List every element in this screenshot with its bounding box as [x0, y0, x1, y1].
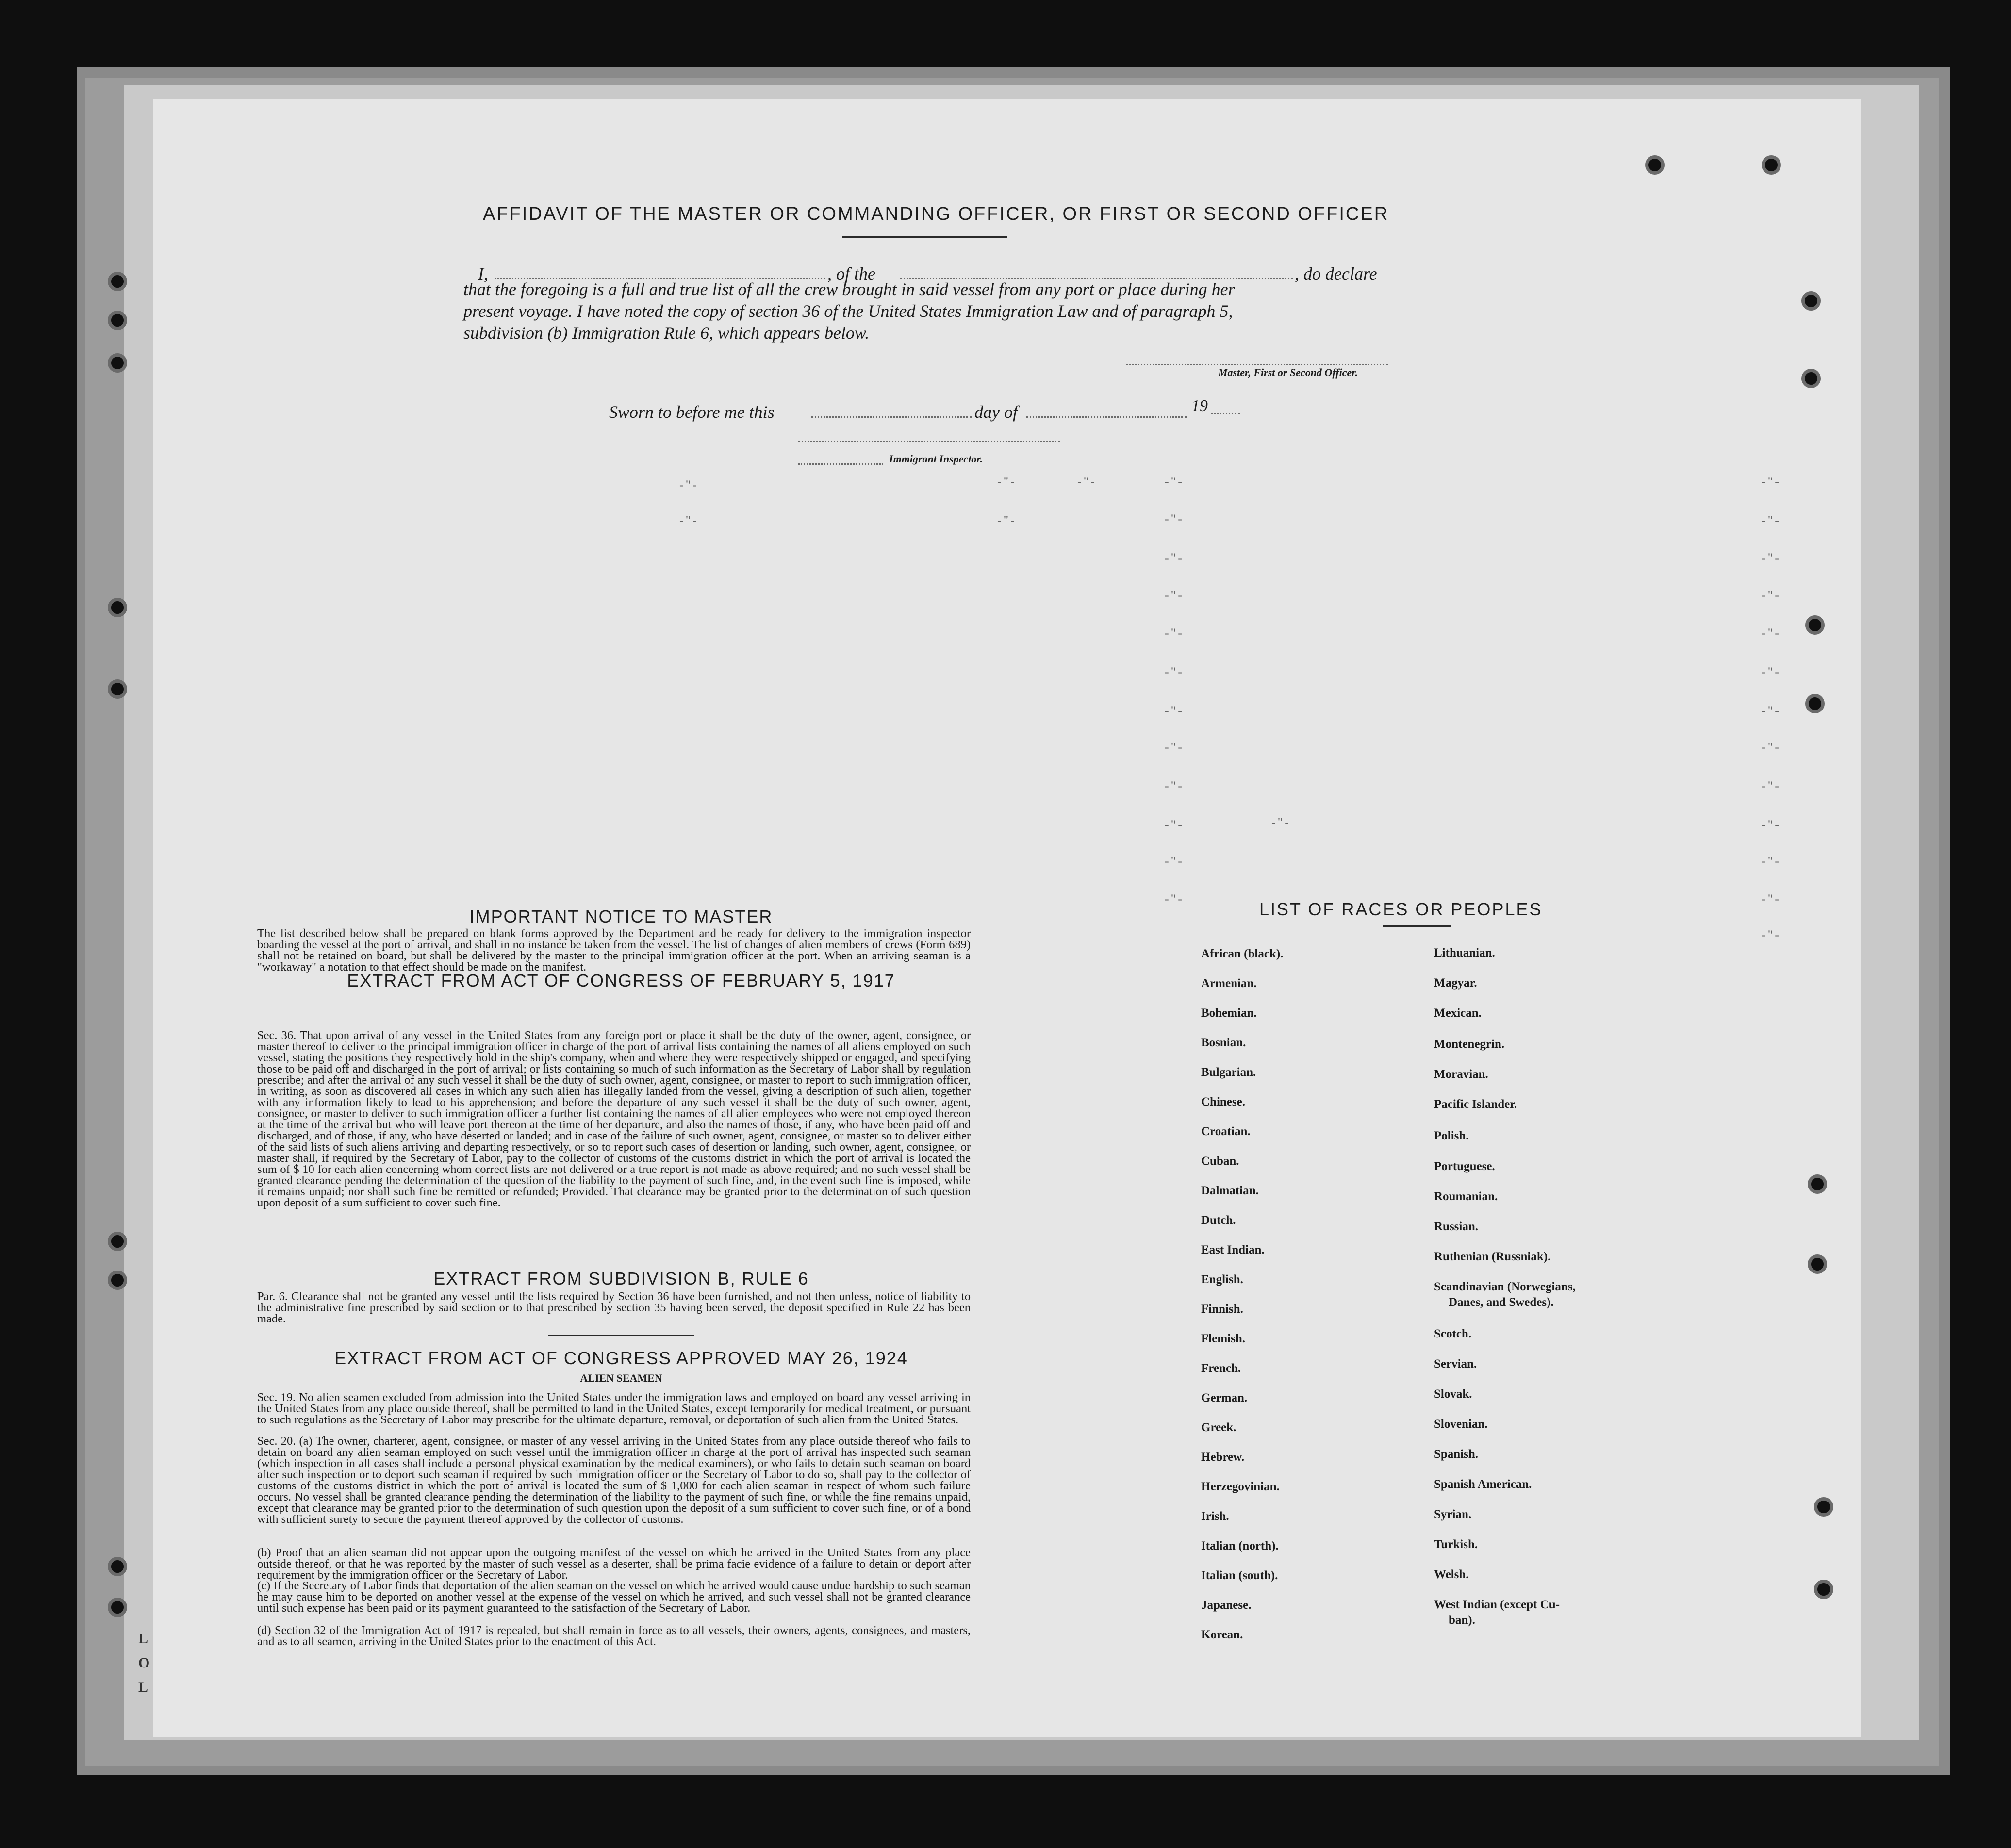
extract-rule6-title: EXTRACT FROM SUBDIVISION B, RULE 6 — [433, 1269, 809, 1288]
race-item: Moravian. — [1434, 1068, 1488, 1081]
extract-1924-sec19: Sec. 19. No alien seamen excluded from admission into the United States under the immigration laws and employed on board any vessel arriving in the United States from any place outside thereof, shall be permitted to land in the United States, except temporarily for medical treatment, or pursuant to such regulations as the Secretary of Labor may prescribe for the ultimate departure, removal, or deportation of such alien from the United States. — [257, 1391, 971, 1426]
race-item: West Indian (except Cu- — [1434, 1598, 1560, 1611]
ditto-mark: -"- — [1165, 704, 1184, 718]
binder-hole — [1805, 615, 1825, 635]
race-item: Herzegovinian. — [1201, 1480, 1280, 1493]
binder-hole — [108, 1557, 127, 1576]
binder-hole — [108, 272, 127, 291]
race-item: Cuban. — [1201, 1155, 1239, 1168]
race-item: German. — [1201, 1391, 1248, 1404]
ditto-mark: -"- — [1165, 854, 1184, 868]
race-item: Spanish. — [1434, 1448, 1479, 1461]
race-item: Bulgarian. — [1201, 1066, 1256, 1079]
notice-title: IMPORTANT NOTICE TO MASTER — [469, 907, 773, 926]
races-title-underline — [1383, 925, 1451, 927]
ditto-mark: -"- — [1165, 740, 1184, 754]
race-item: Pacific Islander. — [1434, 1098, 1517, 1111]
ditto-mark: -"- — [1271, 815, 1291, 829]
master-signature-line[interactable] — [1126, 364, 1388, 365]
extract-1924-sec20b: (b) Proof that an alien seaman did not appear upon the outgoing manifest of the vessel on which he arrived in the United States from any place outside thereof, or that he was reported by the master of such vessel as a deserter, shall be prima facie evidence of a failure to detain or deport after requirement by the immigration officer or the Secretary of Labor. — [257, 1546, 971, 1582]
section-divider — [548, 1335, 694, 1336]
sworn-date-blank[interactable] — [811, 416, 972, 418]
ditto-mark: -"- — [1762, 704, 1781, 718]
ditto-mark: -"- — [997, 475, 1017, 489]
race-item: Slovenian. — [1434, 1418, 1488, 1431]
extract-1917-title: EXTRACT FROM ACT OF CONGRESS OF FEBRUARY 5, 1917 — [347, 971, 895, 990]
ditto-mark: -"- — [1165, 665, 1184, 679]
affidavit-line-3: present voyage. I have noted the copy of section 36 of the United States Immigration Law and of paragraph 5, — [463, 301, 1233, 321]
binder-hole — [108, 311, 127, 330]
binder-hole — [1805, 694, 1825, 713]
binder-hole — [108, 1270, 127, 1290]
race-item: Dutch. — [1201, 1214, 1236, 1227]
extract-rule6-text: Par. 6. Clearance shall not be granted any vessel until the lists required by Section 36 have been furnished, and not then unless, notice of liability to the administrative fine prescribed by said section or to that prescribed by section 35 having been served, the deposit specified in Rule 22 has been made. — [257, 1290, 971, 1325]
ditto-mark: -"- — [1762, 854, 1781, 868]
race-item: Ruthenian (Russniak). — [1434, 1250, 1551, 1263]
ditto-mark: -"- — [1165, 818, 1184, 832]
race-item: African (black). — [1201, 947, 1284, 960]
race-item: Magyar. — [1434, 976, 1477, 990]
ditto-mark: -"- — [1762, 513, 1781, 528]
binder-hole — [1645, 155, 1665, 175]
race-item: Danes, and Swedes). — [1449, 1296, 1554, 1309]
ditto-mark: -"- — [1165, 892, 1184, 906]
binder-hole — [1808, 1254, 1827, 1274]
binder-hole — [1814, 1580, 1833, 1599]
inspector-caption: Immigrant Inspector. — [889, 453, 983, 465]
sworn-prefix: Sworn to before me this — [609, 402, 775, 422]
ditto-mark: -"- — [1762, 740, 1781, 754]
race-item: Slovak. — [1434, 1387, 1472, 1401]
affidavit-i: I, — [478, 264, 488, 283]
ditto-mark: -"- — [1165, 512, 1184, 526]
binder-hole — [1814, 1497, 1833, 1517]
race-item: Korean. — [1201, 1628, 1243, 1641]
race-item: French. — [1201, 1362, 1241, 1375]
race-item: Servian. — [1434, 1357, 1477, 1370]
race-item: Polish. — [1434, 1129, 1469, 1142]
race-item: Bohemian. — [1201, 1006, 1257, 1020]
race-item: Scandinavian (Norwegians, — [1434, 1280, 1576, 1293]
notice-text: The list described below shall be prepared on blank forms approved by the Department and be ready for delivery to the immigration inspector boarding the vessel at the port of arrival, and shall in no instance be taken from the vessel. The list of changes of alien members of crews (Form 689) shall not be retained on board, but shall be delivered by the master to the principal immigration officer at the port. When an arriving seaman is a "workaway" a notation to that effect should be made on the manifest. — [257, 927, 971, 974]
ditto-mark: -"- — [997, 513, 1017, 528]
ditto-mark: -"- — [1165, 551, 1184, 565]
ditto-mark: -"- — [1762, 892, 1781, 906]
sworn-year: 19 — [1191, 397, 1208, 415]
binder-hole — [108, 679, 127, 699]
ditto-mark: -"- — [1165, 475, 1184, 489]
race-item: English. — [1201, 1273, 1243, 1286]
ditto-mark: -"- — [679, 478, 699, 492]
ditto-mark: -"- — [1762, 551, 1781, 565]
race-item: Italian (south). — [1201, 1569, 1278, 1582]
race-item: Bosnian. — [1201, 1036, 1246, 1049]
affidavit-of-the: , of the — [827, 264, 875, 283]
race-item: Flemish. — [1201, 1332, 1245, 1345]
ditto-mark: -"- — [1165, 588, 1184, 602]
ditto-mark: -"- — [1762, 818, 1781, 832]
binder-hole — [108, 1232, 127, 1251]
extract-1924-sec20d: (d) Section 32 of the Immigration Act of 1917 is repealed, but shall remain in force as to all vessels, their owners, agents, consignees, and masters, and as to all seamen, arriving in the United States prior to the enactment of this Act. — [257, 1624, 971, 1648]
race-item: Roumanian. — [1434, 1190, 1498, 1203]
race-item: Hebrew. — [1201, 1451, 1245, 1464]
tab-letter: O — [138, 1655, 150, 1671]
race-item: East Indian. — [1201, 1243, 1265, 1256]
race-item: Montenegrin. — [1434, 1038, 1505, 1051]
sworn-day-of: day of — [974, 402, 1018, 422]
extract-1924-subtitle: ALIEN SEAMEN — [580, 1372, 662, 1384]
ditto-mark: -"- — [1165, 779, 1184, 793]
race-item: Finnish. — [1201, 1303, 1243, 1316]
race-item: Croatian. — [1201, 1125, 1251, 1138]
race-item: Chinese. — [1201, 1095, 1245, 1108]
race-item: Russian. — [1434, 1220, 1479, 1233]
race-item: Portuguese. — [1434, 1160, 1495, 1173]
binder-hole — [108, 353, 127, 373]
ditto-mark: -"- — [1165, 626, 1184, 640]
ditto-mark: -"- — [1762, 626, 1781, 640]
sworn-year-blank[interactable] — [1211, 412, 1240, 414]
ditto-mark: -"- — [1762, 779, 1781, 793]
race-item: Lithuanian. — [1434, 946, 1495, 959]
ditto-mark: -"- — [1762, 928, 1781, 942]
extract-1917-text: Sec. 36. That upon arrival of any vessel in the United States from any foreign port or place it shall be the duty of the owner, agent, consignee, or master thereof to deliver to the principal immigration officer in charge of the port of arrival lists containing the names of all aliens employed on such vessel, stating the positions they respectively hold in the ship's company, when and where they were respectively shipped or engaged, and specifying those to be paid off and discharged in the port of arrival; or lists containing so much of such information as the Secretary of Labor shall by regulation prescribe; and after the arrival of any such vessel it shall be the duty of such owner, agent, consignee, or master to report to such immigration officer, in writing, as soon as discovered all cases in which any such alien has illegally landed from the vessel, giving a description of such alien, together with any information likely to lead to his apprehension; and before the departure of any such vessel it shall be the duty of such owner, agent, consignee, or master to deliver to such immigration officer a further list containing the names of all alien employees who were not employed thereon at the time of the arrival but who will leave port thereon at the time of her departure, and also the names of those, if any, who have been paid off and discharged, and of those, if any, who have deserted or landed; and in case of the failure of such owner, agent, consignee, or master so to deliver either of the said lists of such aliens arriving and departing respectively, or so to report such cases of desertion or landing, such owner, agent, consignee, or master shall, if required by the Secretary of Labor, pay to the collector of customs of the customs district in which the port of arrival is located the sum of $ 10 for each alien concerning whom correct lists are not delivered or a true report is not made as above required; and no such vessel shall be granted clearance pending the determination of the question of the liability to the payment of such fine, and, in the event such fine is imposed, while it remains unpaid; nor shall such fine be remitted or refunded; Provided. That clearance may be granted prior to the determination of such question upon deposit of a sum sufficient to cover such fine. — [257, 1029, 971, 1209]
title-underline — [842, 236, 1007, 238]
binder-hole — [1808, 1174, 1827, 1194]
extract-1924-sec20a: Sec. 20. (a) The owner, charterer, agent, consignee, or master of any vessel arriving in the United States from any place outside thereof who fails to detain on board any alien seaman employed on such vessel until the immigration officer in charge at the port of arrival has inspected such seaman (which inspection in all cases shall include a personal physical examination by the medical examiners), or who fails to detain such seaman on board after such inspection or to deport such seaman if required by such immigration officer or the Secretary of Labor to do so, shall pay to the collector of customs of the customs district in which the port of arrival is located the sum of $ 1,000 for each alien seaman in respect of whom such failure occurs. No vessel shall be granted clearance pending the determination of the liability to the payment of such fine, or while the fine remains unpaid, except that clearance may be granted prior to the determination of such question upon the deposit of a sum sufficient to cover such fine, or of a bond with sufficient surety to secure the payment thereof approved by the collector of customs. — [257, 1435, 971, 1526]
ditto-mark: -"- — [1762, 475, 1781, 489]
affidavit-line-2: that the foregoing is a full and true list of all the crew brought in said vessel from any port or place during her — [463, 280, 1235, 299]
binder-hole — [1801, 369, 1821, 388]
inspector-signature-line[interactable] — [798, 441, 1060, 442]
race-item: Turkish. — [1434, 1538, 1478, 1551]
race-item: Mexican. — [1434, 1006, 1482, 1020]
binder-hole — [1762, 155, 1781, 175]
binder-hole — [108, 598, 127, 617]
race-item: Italian (north). — [1201, 1539, 1279, 1552]
signature-caption: Master, First or Second Officer. — [1218, 366, 1358, 379]
affidavit-declare: , do declare — [1295, 264, 1377, 283]
ditto-mark: -"- — [1762, 665, 1781, 679]
extract-1924-title: EXTRACT FROM ACT OF CONGRESS APPROVED MAY 26, 1924 — [334, 1348, 908, 1368]
races-title: LIST OF RACES OR PEOPLES — [1259, 899, 1543, 919]
affidavit-title: AFFIDAVIT OF THE MASTER OR COMMANDING OFFICER, OR FIRST OR SECOND OFFICER — [483, 204, 1389, 224]
affidavit-line-4: subdivision (b) Immigration Rule 6, which appears below. — [463, 323, 870, 343]
race-item: Japanese. — [1201, 1599, 1252, 1612]
tab-letter: L — [138, 1631, 148, 1647]
race-item: Armenian. — [1201, 977, 1257, 990]
tab-letter: L — [138, 1679, 148, 1695]
race-item: Greek. — [1201, 1421, 1236, 1434]
ditto-mark: -"- — [1077, 475, 1097, 489]
binder-hole — [1801, 291, 1821, 311]
ditto-mark: -"- — [1762, 588, 1781, 602]
race-item: Scotch. — [1434, 1327, 1472, 1340]
race-item: Welsh. — [1434, 1568, 1469, 1581]
ditto-mark: -"- — [679, 513, 699, 528]
race-item: Syrian. — [1434, 1508, 1472, 1521]
extract-1924-sec20c: (c) If the Secretary of Labor finds that deportation of the alien seaman on the vessel on which he arrived would cause undue hardship to such seaman he may cause him to be deported on another vessel at the expense of the vessel on which he arrived, and such vessel shall not be granted clearance until such expense has been paid or its payment guaranteed to the satisfaction of the Secretary of Labor. — [257, 1579, 971, 1615]
binder-hole — [108, 1598, 127, 1617]
race-item: Irish. — [1201, 1510, 1229, 1523]
sworn-month-blank[interactable] — [1026, 416, 1187, 418]
race-item: Spanish American. — [1434, 1478, 1532, 1491]
race-item: Dalmatian. — [1201, 1184, 1259, 1197]
inspector-short-line — [798, 463, 883, 465]
race-item: ban). — [1449, 1614, 1475, 1627]
